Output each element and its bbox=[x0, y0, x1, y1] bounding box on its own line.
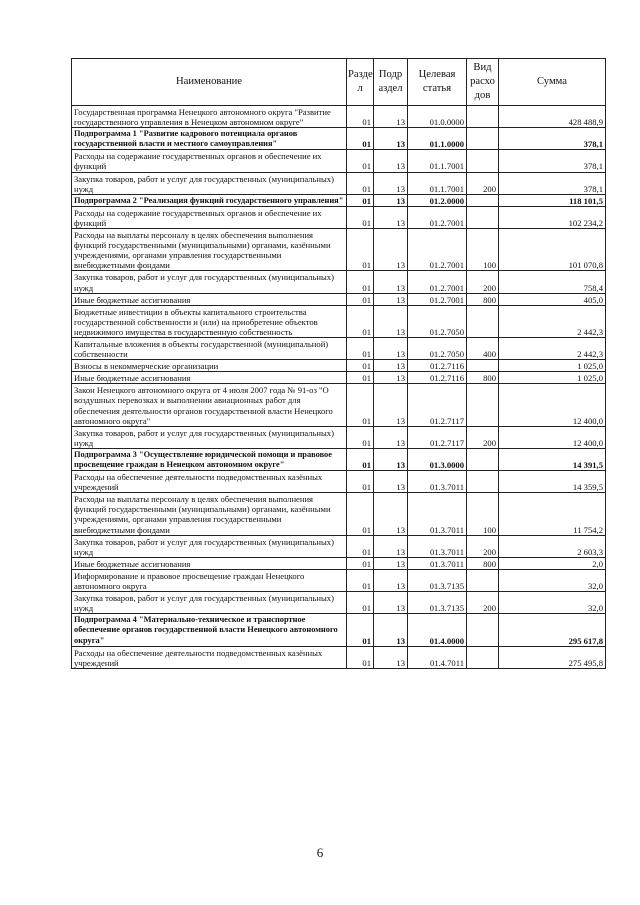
cell-name: Расходы на обеспечение деятельности подведомственных казённых учреждений bbox=[72, 471, 347, 493]
cell-vid bbox=[467, 305, 499, 337]
cell-vid: 800 bbox=[467, 293, 499, 305]
cell-vid bbox=[467, 646, 499, 668]
cell-celevaya: 01.1.0000 bbox=[408, 128, 467, 150]
cell-summa: 405,0 bbox=[499, 293, 606, 305]
cell-summa: 295 617,8 bbox=[499, 614, 606, 646]
cell-razdel: 01 bbox=[347, 305, 374, 337]
cell-celevaya: 01.1.7001 bbox=[408, 150, 467, 172]
cell-name: Расходы на обеспечение деятельности подведомственных казённых учреждений bbox=[72, 646, 347, 668]
cell-name: Закупка товаров, работ и услуг для государственных (муниципальных) нужд bbox=[72, 535, 347, 557]
table-row bbox=[72, 293, 606, 305]
table-row bbox=[72, 305, 606, 337]
cell-vid: 200 bbox=[467, 592, 499, 614]
table-row bbox=[72, 493, 606, 535]
page-number: 6 bbox=[316, 845, 324, 860]
table-row bbox=[72, 557, 606, 569]
cell-name: Подпрограмма 4 "Материально-техническое и транспортное обеспечение органов государственной власти Ненецкого автономного округа" bbox=[72, 614, 347, 646]
cell-celevaya: 01.2.7001 bbox=[408, 206, 467, 228]
cell-razdel: 01 bbox=[347, 206, 374, 228]
cell-podrazdel: 13 bbox=[374, 493, 408, 535]
cell-summa: 14 391,5 bbox=[499, 448, 606, 470]
cell-celevaya: 01.2.7001 bbox=[408, 229, 467, 271]
cell-name: Иные бюджетные ассигнования bbox=[72, 293, 347, 305]
cell-vid bbox=[467, 614, 499, 646]
cell-razdel: 01 bbox=[347, 535, 374, 557]
cell-summa: 2 442,3 bbox=[499, 337, 606, 359]
cell-summa: 428 488,9 bbox=[499, 106, 606, 128]
cell-name: Закупка товаров, работ и услуг для государственных (муниципальных) нужд bbox=[72, 426, 347, 448]
cell-vid: 200 bbox=[467, 535, 499, 557]
cell-vid: 800 bbox=[467, 557, 499, 569]
cell-vid: 200 bbox=[467, 172, 499, 194]
table-row bbox=[72, 229, 606, 271]
cell-celevaya: 01.2.7116 bbox=[408, 360, 467, 372]
table-row bbox=[72, 360, 606, 372]
cell-vid: 200 bbox=[467, 426, 499, 448]
cell-summa: 11 754,2 bbox=[499, 493, 606, 535]
cell-name: Государственная программа Ненецкого автономного округа "Развитие государственного управления в Ненецком автономном округе" bbox=[72, 106, 347, 128]
cell-vid bbox=[467, 360, 499, 372]
cell-podrazdel: 13 bbox=[374, 271, 408, 293]
cell-razdel: 01 bbox=[347, 337, 374, 359]
cell-vid: 800 bbox=[467, 372, 499, 384]
table-row bbox=[72, 646, 606, 668]
cell-razdel: 01 bbox=[347, 271, 374, 293]
cell-celevaya: 01.0.0000 bbox=[408, 106, 467, 128]
cell-podrazdel: 13 bbox=[374, 106, 408, 128]
cell-razdel: 01 bbox=[347, 493, 374, 535]
cell-vid bbox=[467, 206, 499, 228]
cell-summa: 2,0 bbox=[499, 557, 606, 569]
cell-summa: 275 495,8 bbox=[499, 646, 606, 668]
cell-podrazdel: 13 bbox=[374, 229, 408, 271]
table-row bbox=[72, 384, 606, 426]
cell-celevaya: 01.2.7050 bbox=[408, 305, 467, 337]
cell-name: Закон Ненецкого автономного округа от 4 июля 2007 года № 91-оз "О воздушных перевозках и выполнении авиационных работ для обеспечения деятельности органов государственной власти Ненецкого автономного округа" bbox=[72, 384, 347, 426]
cell-vid: 100 bbox=[467, 493, 499, 535]
cell-vid bbox=[467, 569, 499, 591]
cell-name: Расходы на выплаты персоналу в целях обеспечения выполнения функций государственными (муниципальными) органами, казёнными учреждениями, органами управления государственными внебюджетными фондами bbox=[72, 229, 347, 271]
cell-razdel: 01 bbox=[347, 592, 374, 614]
table-row bbox=[72, 206, 606, 228]
table-row bbox=[72, 372, 606, 384]
cell-summa: 12 400,0 bbox=[499, 426, 606, 448]
cell-celevaya: 01.3.0000 bbox=[408, 448, 467, 470]
cell-celevaya: 01.4.7011 bbox=[408, 646, 467, 668]
cell-summa: 118 101,5 bbox=[499, 194, 606, 206]
cell-razdel: 01 bbox=[347, 360, 374, 372]
table-row bbox=[72, 106, 606, 128]
cell-name: Иные бюджетные ассигнования bbox=[72, 372, 347, 384]
cell-summa: 378,1 bbox=[499, 172, 606, 194]
cell-summa: 378,1 bbox=[499, 128, 606, 150]
table-row bbox=[72, 426, 606, 448]
cell-summa: 14 359,5 bbox=[499, 471, 606, 493]
cell-celevaya: 01.2.7116 bbox=[408, 372, 467, 384]
header-razdel: Разде л bbox=[347, 59, 374, 106]
cell-razdel: 01 bbox=[347, 293, 374, 305]
cell-podrazdel: 13 bbox=[374, 384, 408, 426]
cell-summa: 758,4 bbox=[499, 271, 606, 293]
table-row bbox=[72, 271, 606, 293]
cell-name: Закупка товаров, работ и услуг для государственных (муниципальных) нужд bbox=[72, 271, 347, 293]
header-summa: Сумма bbox=[499, 59, 606, 106]
table-header-row bbox=[72, 59, 606, 106]
cell-podrazdel: 13 bbox=[374, 305, 408, 337]
cell-summa: 32,0 bbox=[499, 569, 606, 591]
table-row bbox=[72, 337, 606, 359]
cell-podrazdel: 13 bbox=[374, 372, 408, 384]
cell-celevaya: 01.2.7001 bbox=[408, 271, 467, 293]
cell-name: Расходы на выплаты персоналу в целях обеспечения выполнения функций государственными (муниципальными) органами, казёнными учреждениями, органами управления государственными внебюджетными фондами bbox=[72, 493, 347, 535]
cell-podrazdel: 13 bbox=[374, 426, 408, 448]
cell-podrazdel: 13 bbox=[374, 194, 408, 206]
cell-summa: 102 234,2 bbox=[499, 206, 606, 228]
cell-celevaya: 01.3.7011 bbox=[408, 557, 467, 569]
cell-podrazdel: 13 bbox=[374, 150, 408, 172]
table-row bbox=[72, 535, 606, 557]
table-row bbox=[72, 592, 606, 614]
cell-vid bbox=[467, 194, 499, 206]
cell-razdel: 01 bbox=[347, 172, 374, 194]
header-vid: Вид расхо дов bbox=[467, 59, 499, 106]
cell-vid bbox=[467, 471, 499, 493]
cell-podrazdel: 13 bbox=[374, 128, 408, 150]
cell-name: Расходы на содержание государственных органов и обеспечение их функций bbox=[72, 206, 347, 228]
cell-name: Подпрограмма 3 "Осуществление юридической помощи и правовое просвещение граждан в Ненецком автономном округе" bbox=[72, 448, 347, 470]
cell-summa: 2 603,3 bbox=[499, 535, 606, 557]
cell-summa: 12 400,0 bbox=[499, 384, 606, 426]
cell-razdel: 01 bbox=[347, 569, 374, 591]
cell-summa: 1 025,0 bbox=[499, 372, 606, 384]
cell-razdel: 01 bbox=[347, 128, 374, 150]
cell-podrazdel: 13 bbox=[374, 448, 408, 470]
cell-podrazdel: 13 bbox=[374, 535, 408, 557]
cell-razdel: 01 bbox=[347, 150, 374, 172]
cell-vid bbox=[467, 384, 499, 426]
table-row bbox=[72, 172, 606, 194]
cell-podrazdel: 13 bbox=[374, 293, 408, 305]
cell-name: Информирование и правовое просвещение граждан Ненецкого автономного округа bbox=[72, 569, 347, 591]
cell-summa: 1 025,0 bbox=[499, 360, 606, 372]
cell-summa: 32,0 bbox=[499, 592, 606, 614]
cell-name: Бюджетные инвестиции в объекты капитального строительства государственной собственности и (или) на приобретение объектов недвижимого имущества в государственную собственность bbox=[72, 305, 347, 337]
cell-summa: 101 070,8 bbox=[499, 229, 606, 271]
cell-celevaya: 01.2.0000 bbox=[408, 194, 467, 206]
cell-razdel: 01 bbox=[347, 229, 374, 271]
cell-summa: 2 442,3 bbox=[499, 305, 606, 337]
cell-razdel: 01 bbox=[347, 194, 374, 206]
cell-razdel: 01 bbox=[347, 448, 374, 470]
cell-razdel: 01 bbox=[347, 614, 374, 646]
header-celevaya: Целевая статья bbox=[408, 59, 467, 106]
cell-name: Закупка товаров, работ и услуг для государственных (муниципальных) нужд bbox=[72, 592, 347, 614]
cell-vid: 400 bbox=[467, 337, 499, 359]
table-row bbox=[72, 614, 606, 646]
cell-vid: 100 bbox=[467, 229, 499, 271]
cell-podrazdel: 13 bbox=[374, 614, 408, 646]
table-row bbox=[72, 194, 606, 206]
table-row bbox=[72, 448, 606, 470]
cell-celevaya: 01.1.7001 bbox=[408, 172, 467, 194]
cell-vid bbox=[467, 448, 499, 470]
cell-vid bbox=[467, 106, 499, 128]
cell-name: Взносы в некоммерческие организации bbox=[72, 360, 347, 372]
header-podrazdel: Подр аздел bbox=[374, 59, 408, 106]
table-body bbox=[72, 106, 606, 669]
cell-razdel: 01 bbox=[347, 384, 374, 426]
cell-razdel: 01 bbox=[347, 557, 374, 569]
table-row bbox=[72, 128, 606, 150]
cell-podrazdel: 13 bbox=[374, 569, 408, 591]
cell-vid bbox=[467, 128, 499, 150]
cell-podrazdel: 13 bbox=[374, 592, 408, 614]
cell-podrazdel: 13 bbox=[374, 360, 408, 372]
cell-podrazdel: 13 bbox=[374, 337, 408, 359]
cell-name: Подпрограмма 1 "Развитие кадрового потенциала органов государственной власти и местного самоуправления" bbox=[72, 128, 347, 150]
cell-name: Расходы на содержание государственных органов и обеспечение их функций bbox=[72, 150, 347, 172]
cell-razdel: 01 bbox=[347, 426, 374, 448]
cell-razdel: 01 bbox=[347, 471, 374, 493]
cell-podrazdel: 13 bbox=[374, 646, 408, 668]
cell-razdel: 01 bbox=[347, 646, 374, 668]
cell-podrazdel: 13 bbox=[374, 471, 408, 493]
cell-celevaya: 01.3.7135 bbox=[408, 569, 467, 591]
cell-vid bbox=[467, 150, 499, 172]
cell-summa: 378,1 bbox=[499, 150, 606, 172]
cell-celevaya: 01.2.7117 bbox=[408, 384, 467, 426]
table-row bbox=[72, 471, 606, 493]
cell-celevaya: 01.3.7011 bbox=[408, 535, 467, 557]
table-row bbox=[72, 569, 606, 591]
cell-celevaya: 01.2.7001 bbox=[408, 293, 467, 305]
cell-name: Иные бюджетные ассигнования bbox=[72, 557, 347, 569]
cell-podrazdel: 13 bbox=[374, 206, 408, 228]
cell-celevaya: 01.4.0000 bbox=[408, 614, 467, 646]
cell-razdel: 01 bbox=[347, 106, 374, 128]
cell-celevaya: 01.3.7011 bbox=[408, 493, 467, 535]
table-row bbox=[72, 150, 606, 172]
budget-table bbox=[71, 58, 606, 669]
cell-name: Подпрограмма 2 "Реализация функций государственного управления" bbox=[72, 194, 347, 206]
cell-celevaya: 01.2.7117 bbox=[408, 426, 467, 448]
cell-celevaya: 01.2.7050 bbox=[408, 337, 467, 359]
cell-vid: 200 bbox=[467, 271, 499, 293]
cell-name: Капитальные вложения в объекты государственной (муниципальной) собственности bbox=[72, 337, 347, 359]
cell-celevaya: 01.3.7135 bbox=[408, 592, 467, 614]
cell-podrazdel: 13 bbox=[374, 557, 408, 569]
cell-razdel: 01 bbox=[347, 372, 374, 384]
cell-podrazdel: 13 bbox=[374, 172, 408, 194]
cell-celevaya: 01.3.7011 bbox=[408, 471, 467, 493]
cell-name: Закупка товаров, работ и услуг для государственных (муниципальных) нужд bbox=[72, 172, 347, 194]
header-name: Наименование bbox=[72, 59, 347, 106]
